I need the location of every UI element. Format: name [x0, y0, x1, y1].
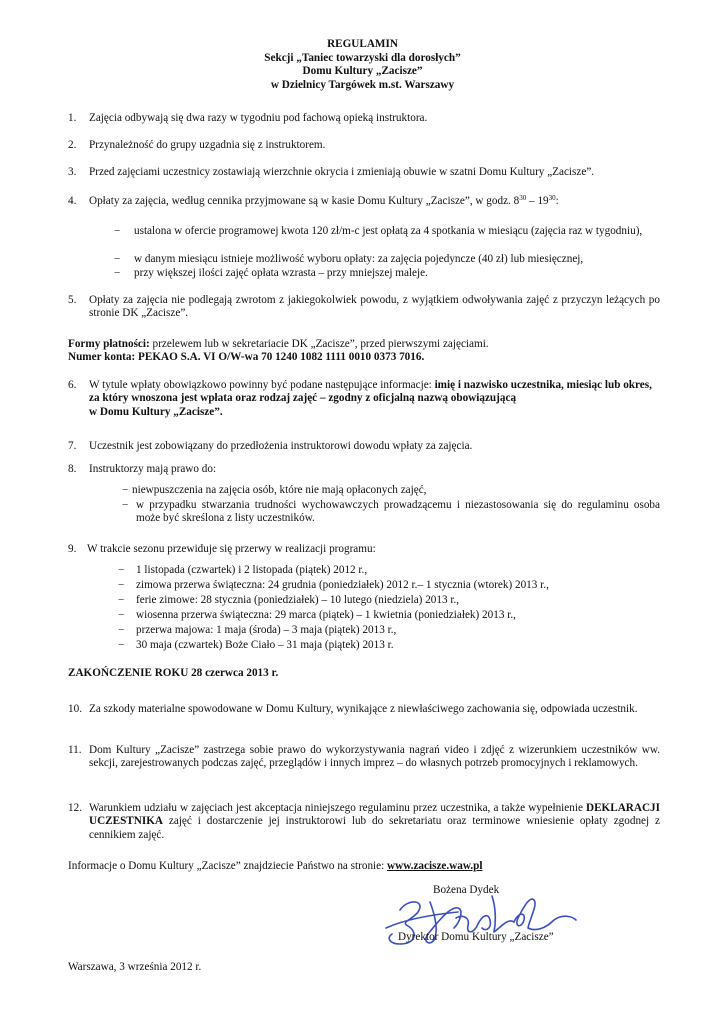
clause-4-bullet: − ustalona w ofercie programowej kwota 120 zł/m-c jest opłatą za 4 spotkania w miesiącu (zajęcia raz w tygodniu), — [114, 225, 660, 238]
time-superscript: 30 — [548, 194, 556, 202]
clause-text: – 19 — [526, 195, 549, 207]
clause-text: Dom Kultury „Zacisze” zastrzega sobie prawo do wykorzystywania nagrań video i zdjęć z wizerunkiem uczestników ww. sekcji, zarejestrowanych podczas zajęć, przeglądów i innych imprez – do własnych potrzeb promocyjnych i reklamowych. — [89, 744, 660, 770]
break-text: wiosenna przerwa świąteczna: 29 marca (piątek) – 1 kwietnia (poniedziałek) 2013 r., — [136, 609, 516, 621]
clause-11 — [68, 744, 660, 771]
clause-4-bullet: − przy większej ilości zajęć opłata wzrasta – przy mniejszej maleje. — [114, 267, 660, 280]
break-item: − ferie zimowe: 28 stycznia (poniedziałek) – 10 lutego (niedziela) 2013 r., — [118, 594, 460, 606]
break-item: − 1 listopada (czwartek) i 2 listopada (piątek) 2012 r., — [118, 564, 368, 576]
clause-bold-text: w Domu Kultury „Zacisze”. — [89, 405, 223, 418]
clause-text: Zajęcia odbywają się dwa razy w tygodniu pod fachową opieką instruktora. — [89, 112, 428, 124]
clause-5 — [68, 294, 660, 321]
clause-number: 5. — [68, 294, 77, 306]
break-item: − przerwa majowa: 1 maja (środa) – 3 maja (piątek) 2013 r., — [118, 624, 397, 636]
break-text: przerwa majowa: 1 maja (środa) – 3 maja (piątek) 2013 r., — [136, 624, 397, 636]
clause-number: 6. — [68, 379, 77, 391]
break-item: − wiosenna przerwa świąteczna: 29 marca (piątek) – 1 kwietnia (poniedziałek) 2013 r., — [118, 609, 516, 621]
clause-10 — [68, 703, 660, 716]
clause-text: : — [555, 195, 559, 207]
clause-number: 10. — [68, 703, 82, 715]
break-text: 30 maja (czwartek) Boże Ciało – 31 maja (piątek) 2013 r. — [136, 639, 394, 651]
document-header — [0, 38, 725, 92]
clause-1 — [68, 112, 660, 125]
clause-text: Uczestnik jest zobowiązany do przedłożenia instruktorowi dowodu wpłaty za zajęcia. — [89, 440, 473, 452]
bullet-text: niewpuszczenia na zajęcia osób, które nie mają opłaconych zajęć, — [132, 484, 427, 496]
clause-number: 3. — [68, 166, 77, 178]
bullet-text: w przypadku stwarzania trudności wychowawczych prowadzącemu i niezastosowania się do regulaminu osoba może być skreślona z listy uczestników. — [136, 499, 660, 525]
break-text: ferie zimowe: 28 stycznia (poniedziałek) – 10 lutego (niedziela) 2013 r., — [136, 594, 460, 606]
payment-label: Formy płatności: — [68, 338, 150, 350]
clause-number: 12. — [68, 802, 82, 814]
bullet-text: ustalona w ofercie programowej kwota 120 zł/m-c jest opłatą za 4 spotkania w miesiącu (zajęcia raz w tygodniu), — [134, 225, 643, 237]
document-title: REGULAMIN — [327, 38, 398, 50]
clause-text: Przynależność do grupy uzgadnia się z instruktorem. — [89, 139, 326, 151]
clause-4-bullet: − w danym miesiącu istnieje możliwość wyboru opłaty: za zajęcia pojedyncze (40 zł) lub miesięcznej, — [114, 253, 660, 266]
payment-info — [68, 338, 660, 365]
website-info — [68, 860, 688, 873]
clause-number: 4. — [68, 195, 77, 207]
website-info-text: Informacje o Domu Kultury „Zacisze” znajdziecie Państwo na stronie: — [68, 860, 388, 872]
clause-text: Przed zajęciami uczestnicy zostawiają wierzchnie okrycia i zmieniają obuwie w szatni Domu Kultury „Zacisze”. — [89, 166, 595, 178]
payment-text: przelewem lub w sekretariacie DK „Zacisze”, przed pierwszymi zajęciami. — [149, 338, 489, 350]
time-superscript: 30 — [519, 194, 527, 202]
break-item: − 30 maja (czwartek) Boże Ciało – 31 maja (piątek) 2013 r. — [118, 639, 394, 651]
clause-9 — [68, 543, 660, 556]
clause-text: Opłaty za zajęcia, według cennika przyjmowane są w kasie Domu Kultury „Zacisze”, w godz. 8 — [89, 195, 520, 207]
clause-text: Za szkody materialne spowodowane w Domu Kultury, wynikające z niewłaściwego zachowania się, odpowiada uczestnik. — [89, 703, 638, 715]
declaration-name: DEKLARACJI UCZESTNIKA — [89, 802, 660, 828]
clause-text: Warunkiem udziału w zajęciach jest akceptacja niniejszego regulaminu przez uczestnika, a także wypełnienie — [89, 802, 587, 814]
clause-text: W tytule wpłaty obowiązkowo powinny być podane następujące informacje: — [89, 379, 435, 391]
clause-text: Instruktorzy mają prawo do: — [89, 463, 217, 475]
clause-number: 1. — [68, 112, 77, 124]
clause-8-bullet: − w przypadku stwarzania trudności wychowawczych prowadzącemu i niezastosowania się do regulaminu osoba może być skreślona z listy uczestników. — [122, 499, 660, 525]
clause-bold-text: imię i nazwisko uczestnika, miesiąc lub okres, za który wnoszona jest wpłata oraz rodzaj zajęć – zgodny z oficjalną nazwą obowiązującą — [89, 379, 652, 405]
clause-8 — [68, 463, 660, 476]
clause-3 — [68, 166, 668, 179]
end-of-year-notice: ZAKOŃCZENIE ROKU 28 czerwca 2013 r. — [68, 667, 279, 679]
clause-4 — [68, 195, 660, 208]
clause-number: 8. — [68, 463, 77, 475]
clause-number: 11. — [68, 744, 82, 756]
clause-text: Opłaty za zajęcia nie podlegają zwrotom z jakiegokolwiek powodu, z wyjątkiem odwoływania zajęć z przyczyn leżących po stronie DK „Zacisze”. — [89, 294, 660, 320]
section-name: Sekcji „Taniec towarzyski dla dorosłych” — [264, 51, 461, 64]
institution-name: Domu Kultury „Zacisze” — [302, 65, 423, 78]
break-item: − zimowa przerwa świąteczna: 24 grudnia (poniedziałek) 2012 r.– 1 stycznia (wtorek) 2013 r., — [118, 579, 549, 591]
document-date: Warszawa, 3 września 2012 r. — [68, 961, 202, 973]
break-text: 1 listopada (czwartek) i 2 listopada (piątek) 2012 r., — [136, 564, 368, 576]
bullet-text: przy większej ilości zajęć opłata wzrasta – przy mniejszej maleje. — [134, 267, 428, 279]
signatory-name: Bożena Dydek — [433, 884, 500, 896]
bullet-text: w danym miesiącu istnieje możliwość wyboru opłaty: za zajęcia pojedyncze (40 zł) lub miesięcznej, — [134, 253, 584, 265]
clause-8-bullet: − niewpuszczenia na zajęcia osób, które nie mają opłaconych zajęć, — [122, 484, 642, 497]
clause-number: 7. — [68, 440, 77, 452]
clause-number: 2. — [68, 139, 77, 151]
signatory-title: Dyrektor Domu Kultury „Zacisze” — [398, 931, 554, 943]
clause-7 — [68, 440, 660, 453]
clause-2 — [68, 139, 660, 152]
break-text: zimowa przerwa świąteczna: 24 grudnia (poniedziałek) 2012 r.– 1 stycznia (wtorek) 2013 r., — [136, 579, 549, 591]
clause-text: W trakcie sezonu przewiduje się przerwy w realizacji programu: — [87, 543, 376, 555]
district-name: w Dzielnicy Targówek m.st. Warszawy — [270, 78, 455, 91]
clause-text: zajęć i dostarczenie jej instruktorowi lub do sekretariatu oraz terminowe wniesienie opłaty zgodnej z cennikiem zajęć. — [89, 815, 660, 841]
clause-6 — [68, 379, 660, 419]
bank-account: Numer konta: PEKAO S.A. VI O/W-wa 70 1240 1082 1111 0010 0373 7016. — [68, 351, 425, 364]
clause-number: 9. — [68, 543, 77, 555]
website-link[interactable]: www.zacisze.waw.pl — [387, 860, 483, 872]
clause-12 — [68, 802, 660, 842]
